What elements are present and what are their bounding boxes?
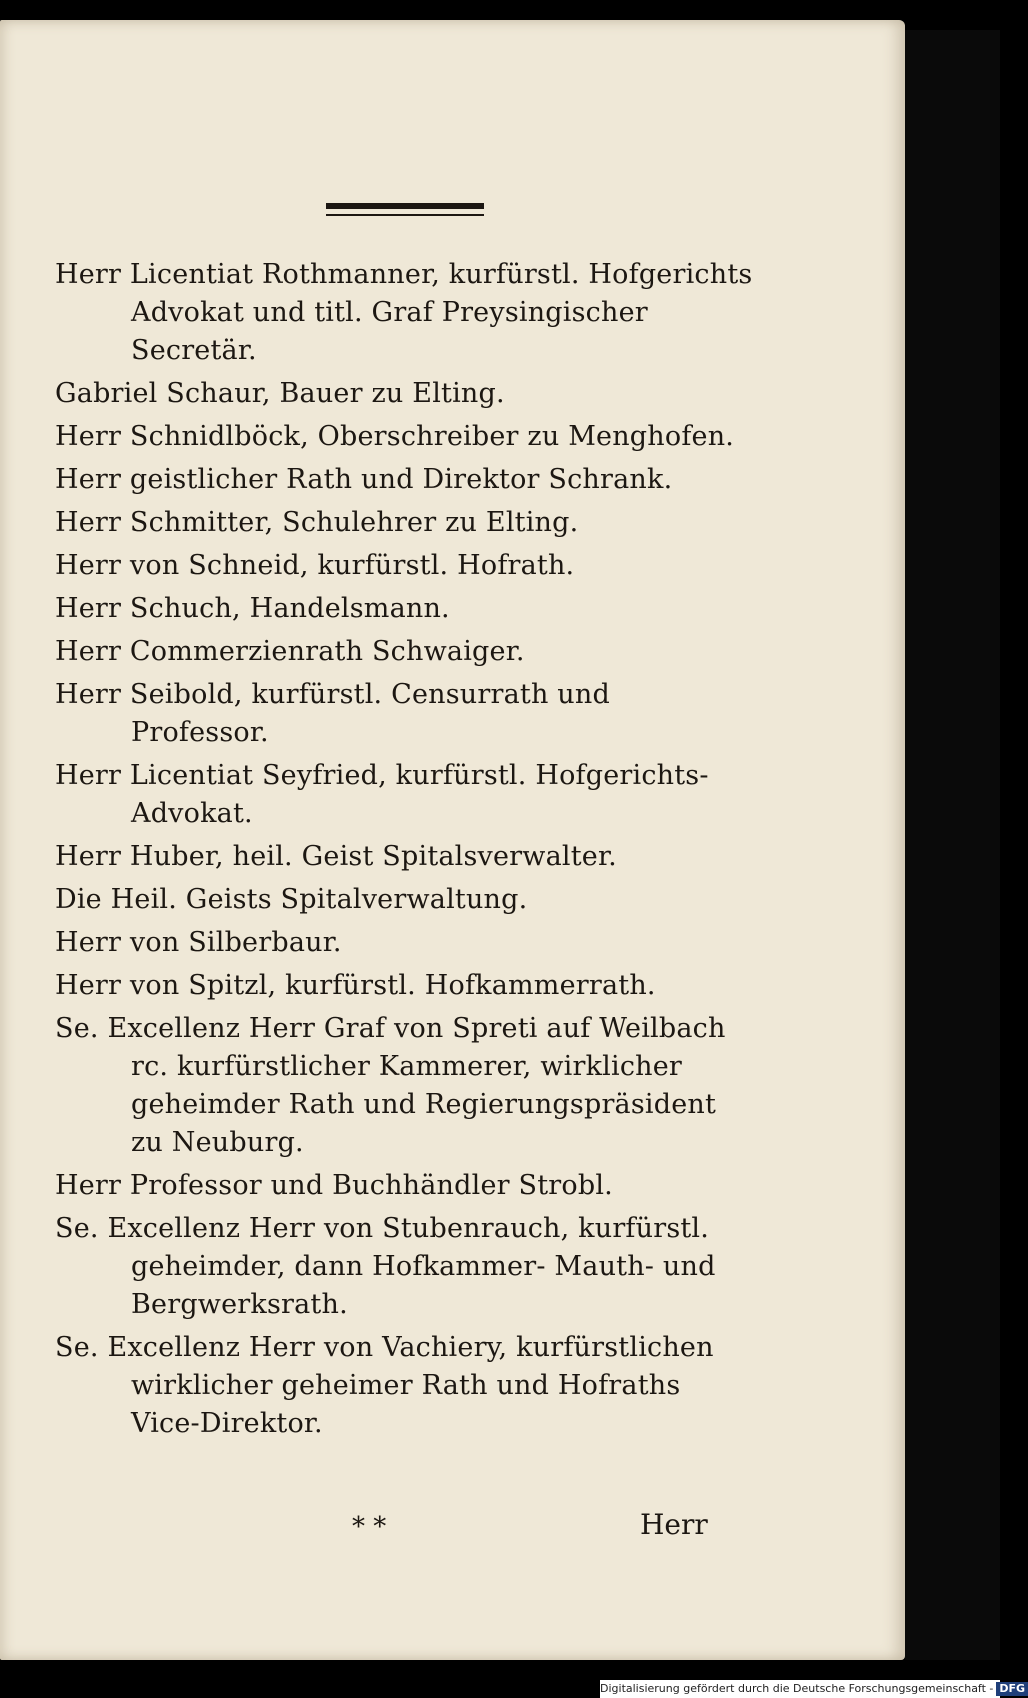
list-item: Gabriel Schaur, Bauer zu Elting.: [55, 378, 505, 409]
rule-thick-line: [326, 203, 484, 209]
list-item: Herr Schuch, Handelsmann.: [55, 593, 450, 624]
list-item: Se. Excellenz Herr Graf von Spreti auf Weilbach rc. kurfürstlicher Kammerer, wirklicher geheimder Rath und Regierungspräsident zu Neuburg.: [55, 1013, 726, 1158]
signature-mark: * *: [352, 1512, 387, 1542]
catchword: Herr: [640, 1508, 708, 1541]
list-item: Herr Seibold, kurfürstl. Censurrath und Professor.: [55, 679, 610, 748]
list-item: Herr Professor und Buchhändler Strobl.: [55, 1170, 613, 1201]
list-item: Herr Schnidlböck, Oberschreiber zu Menghofen.: [55, 421, 735, 452]
list-item: Herr geistlicher Rath und Direktor Schrank.: [55, 464, 673, 495]
scan-border: [905, 30, 1000, 1660]
list-item: Se. Excellenz Herr von Vachiery, kurfürstlichen wirklicher geheimer Rath und Hofraths Vice-Direktor.: [55, 1332, 714, 1439]
subscriber-list: [55, 256, 755, 1448]
list-item: Herr Huber, heil. Geist Spitalsverwalter.: [55, 841, 617, 872]
rule-thin-line: [326, 214, 484, 216]
list-item: Herr von Spitzl, kurfürstl. Hofkammerrath.: [55, 970, 656, 1001]
list-item: Herr Schmitter, Schulehrer zu Elting.: [55, 507, 579, 538]
digitization-credit: [600, 1680, 1026, 1698]
list-item: Se. Excellenz Herr von Stubenrauch, kurfürstl. geheimder, dann Hofkammer- Mauth- und Bergwerksrath.: [55, 1213, 716, 1320]
list-item: Herr Licentiat Rothmanner, kurfürstl. Hofgerichts Advokat und titl. Graf Preysingischer Secretär.: [55, 259, 753, 366]
list-item: Herr Licentiat Seyfried, kurfürstl. Hofgerichts-Advokat.: [55, 760, 709, 829]
credit-text: Digitalisierung gefördert durch die Deutsche Forschungsgemeinschaft -: [600, 1682, 994, 1695]
list-item: Herr von Silberbaur.: [55, 927, 342, 958]
list-item: Die Heil. Geists Spitalverwaltung.: [55, 884, 528, 915]
list-item: Herr Commerzienrath Schwaiger.: [55, 636, 525, 667]
list-item: Herr von Schneid, kurfürstl. Hofrath.: [55, 550, 575, 581]
dfg-logo: DFG: [996, 1682, 1028, 1696]
ornamental-rule: [326, 200, 484, 220]
